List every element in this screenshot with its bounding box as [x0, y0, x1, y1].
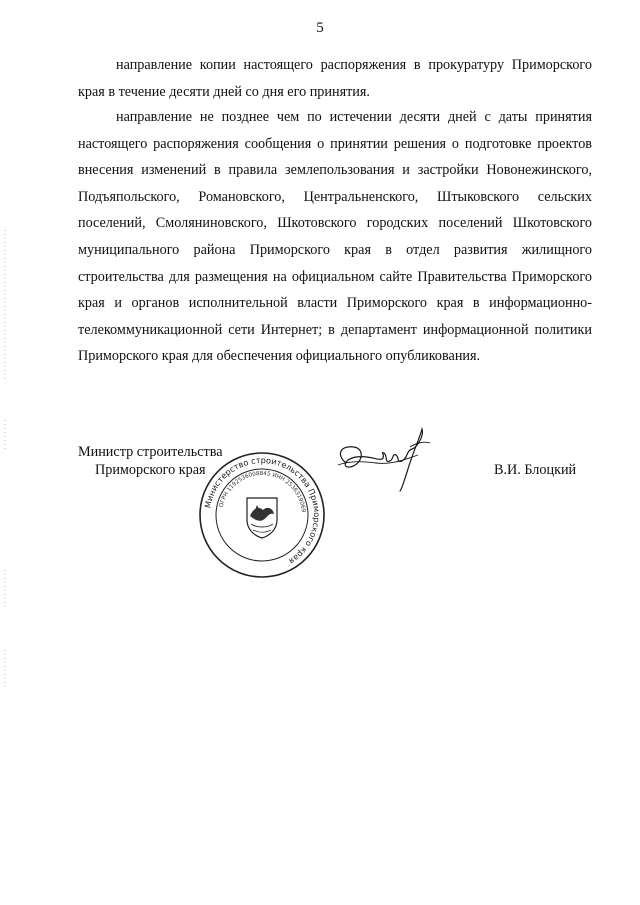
signatory-name: В.И. Блоцкий [494, 462, 577, 478]
page-number: 5 [316, 20, 324, 36]
official-seal [197, 450, 327, 580]
paragraph-publication: направление не позднее чем по истечении десяти дней с даты принятия настоящего распоряжения сообщения о принятии решения о подготовке проектов внесения изменений в правила землепользования и застройки Новонежинского, Подъяпольского, Романовского, Центральненского, Штыковского сельских поселений, Смоляниновского, Шкотовского городских поселений Шкотовского муниципального района Приморского края в отдел развития жилищного строительства для размещения на официальном сайте Правительства Приморского края и органов исполнительной власти Приморского края в информационно-телекоммуникационной сети Интернет; в департамент информационной политики Приморского края для обеспечения официального опубликования. [78, 109, 592, 365]
scan-margin-marks [3, 0, 9, 905]
coat-of-arms-icon [247, 498, 277, 538]
position-line-2: Приморского края [95, 462, 206, 478]
handwritten-signature [332, 425, 452, 495]
seal-outer-text: Министерство строительства Приморского края [202, 454, 323, 567]
position-line-1: Министр строительства [78, 444, 223, 460]
seal-inner-text: ОГРН 1192536008845 ИНН 2536319069 [218, 470, 306, 513]
paragraph-prosecutor: направление копии настоящего распоряжения в прокуратуру Приморского края в течение десяти дней со дня его принятия. [78, 57, 592, 100]
